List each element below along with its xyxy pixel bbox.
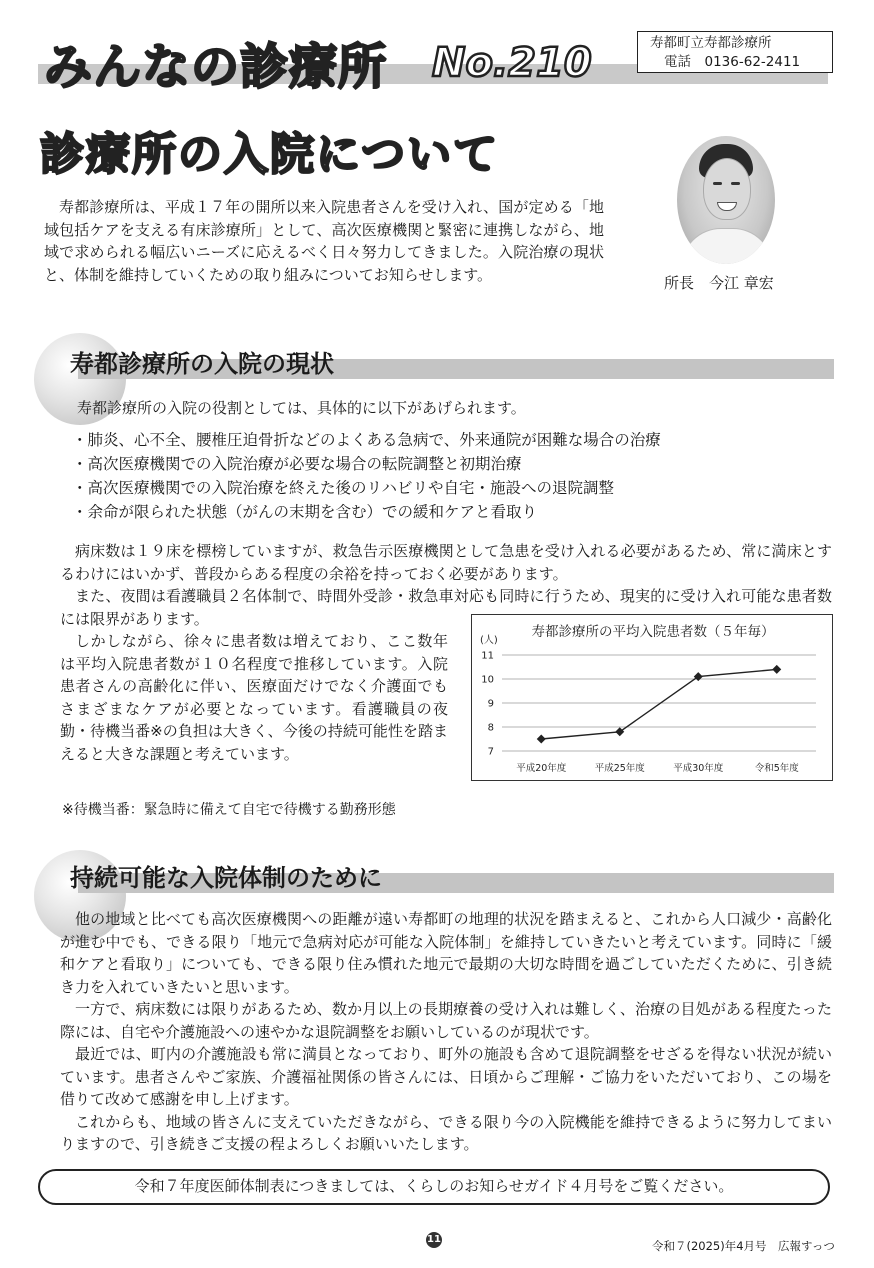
- list-item: ・高次医療機関での入院治療を終えた後のリハビリや自宅・施設への退院調整: [72, 479, 615, 497]
- data-point: [615, 727, 624, 736]
- footer-issue: 令和７(2025)年4月号 広報すっつ: [652, 1239, 835, 1253]
- y-tick-label: 8: [487, 722, 494, 734]
- contact-box: [637, 31, 833, 73]
- y-tick-label: 7: [487, 746, 494, 758]
- data-point: [537, 735, 546, 744]
- chart-y-unit: (人): [480, 635, 498, 646]
- x-tick-label: 令和5年度: [754, 763, 799, 774]
- paragraph: 最近では、町内の介護施設も常に満員となっており、町外の施設も含めて退院調整をせざるを得ない状況が続いています。患者さんやご家族、介護福祉関係の皆さんには、日頃からご理解・ご協力をいただいており、この場を借りて改めて感謝を申し上げます。: [60, 1045, 832, 1108]
- series-line: [541, 669, 777, 739]
- role-list: [72, 428, 832, 524]
- section1-body-narrow: [60, 630, 448, 765]
- paragraph: しかしながら、徐々に患者数は増えており、ここ数年は平均入院患者数が１０名程度で推移しています。入院患者さんの高齢化に伴い、医療面だけでなく介護面でもさまざまなケアが必要となっています。看護職員の夜勤・待機当番※の負担は大きく、今後の持続可能性を踏まえると大きな課題と考えています。: [60, 632, 448, 763]
- paragraph: 他の地域と比べても高次医療機関への距離が遠い寿都町の地理的状況を踏まえると、これから人口減少・高齢化が進む中でも、できる限り「地元で急病対応が可能な入院体制」を維持していきたいと考えています。同時に「緩和ケアと看取り」についても、できる限り住み慣れた地元で最期の大切な時間を過ごしていただくために、引き続き力を入れていきたいと思います。: [60, 910, 832, 996]
- y-tick-label: 9: [487, 698, 494, 710]
- chart-title: 寿都診療所の平均入院患者数（５年毎）: [531, 624, 775, 640]
- newsletter-title: みんなの診療所: [44, 39, 388, 95]
- paragraph: これからも、地域の皆さんに支えていただきながら、できる限り今の入院機能を維持できるように努力してまいりますので、引き続きご支援の程よろしくお願いいたします。: [60, 1112, 832, 1153]
- director-caption: 所長 今江 章宏: [664, 274, 774, 292]
- notice-box: [38, 1169, 830, 1205]
- inpatient-chart: [471, 614, 833, 781]
- footnote: ※待機当番：緊急時に備えて自宅で待機する勤務形態: [62, 802, 396, 818]
- y-tick-label: 11: [481, 650, 494, 662]
- data-point: [694, 672, 703, 681]
- intro-paragraph: [44, 196, 604, 286]
- y-tick-label: 10: [481, 674, 494, 686]
- section1-title: 寿都診療所の入院の現状: [70, 350, 334, 378]
- notice-text: 令和７年度医師体制表につきましては、くらしのお知らせガイド４月号をご覧ください。: [134, 1177, 734, 1195]
- section1-lead: [62, 397, 822, 420]
- paragraph: また、夜間は看護職員２名体制で、時間外受診・救急車対応も同時に行うため、現実的に受け入れ可能な患者数には限界があります。: [60, 587, 832, 628]
- x-tick-label: 平成25年度: [594, 763, 645, 774]
- clinic-phone: 電話 0136-62-2411: [664, 54, 801, 70]
- page-number: 11: [426, 1232, 442, 1248]
- article-title: 診療所の入院について: [40, 129, 500, 180]
- list-item: ・肺炎、心不全、腰椎圧迫骨折などのよくある急病で、外来通院が困難な場合の治療: [72, 431, 661, 449]
- section2-title: 持続可能な入院体制のために: [70, 864, 382, 892]
- paragraph: 一方で、病床数には限りがあるため、数か月以上の長期療養の受け入れは難しく、治療の目処がある程度たった際には、自宅や介護施設への速やかな退院調整をお願いしているのが現状です。: [60, 1000, 832, 1041]
- director-photo: [677, 136, 775, 264]
- chart-canvas: [472, 615, 834, 782]
- data-point: [772, 665, 781, 674]
- section2-body: [60, 908, 832, 1156]
- lead-text: 寿都診療所の入院の役割としては、具体的に以下があげられます。: [77, 399, 526, 417]
- issue-number: No.210: [432, 40, 592, 86]
- x-tick-label: 平成30年度: [673, 763, 724, 774]
- paragraph: 病床数は１９床を標榜していますが、救急告示医療機関として急患を受け入れる必要があるため、常に満床とするわけにはいかず、普段からある程度の余裕を持っておく必要があります。: [60, 542, 832, 583]
- x-tick-label: 平成20年度: [516, 763, 567, 774]
- intro-text: 寿都診療所は、平成１７年の開所以来入院患者さんを受け入れ、国が定める「地域包括ケアを支える有床診療所」として、高次医療機関と緊密に連携しながら、地域で求められる幅広いニーズに応えるべく日々努力してきました。入院治療の現状と、体制を維持していくための取り組みについてお知らせします。: [44, 198, 604, 284]
- list-item: ・余命が限られた状態（がんの末期を含む）での緩和ケアと看取り: [72, 503, 538, 521]
- list-item: ・高次医療機関での入院治療が必要な場合の転院調整と初期治療: [72, 455, 522, 473]
- clinic-name: 寿都町立寿都診療所: [650, 35, 772, 51]
